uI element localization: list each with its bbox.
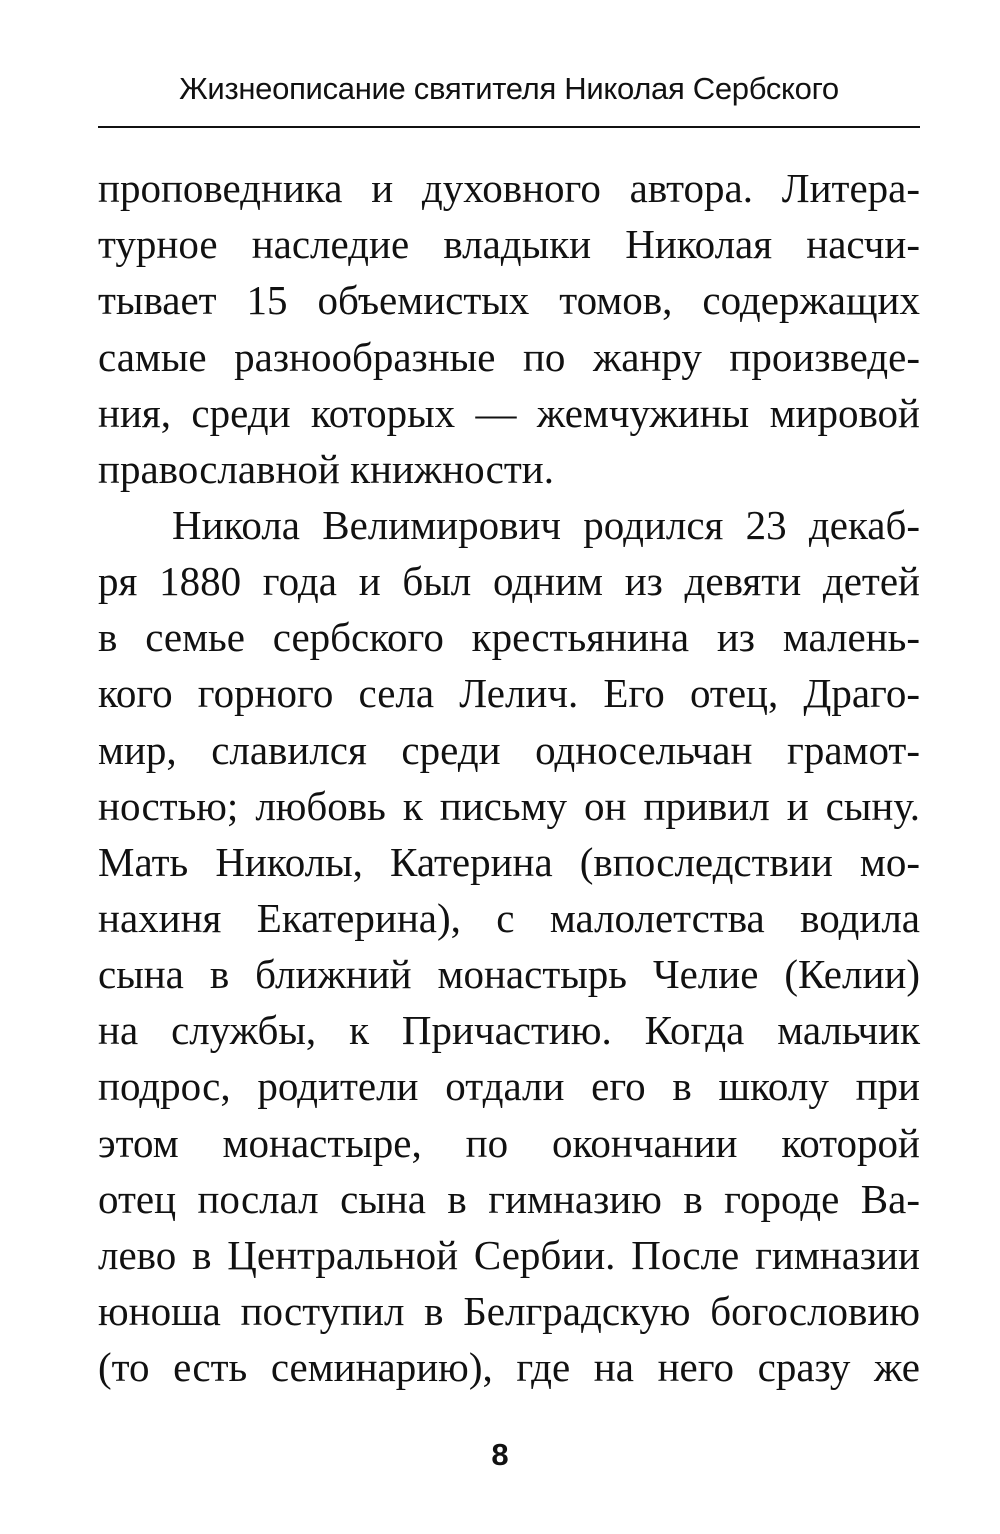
paragraph-first-line: Никола Велимирович родился 23 декаб- (172, 502, 920, 548)
running-head: Жизнеописание святителя Николая Сербского (179, 71, 839, 106)
text-line: Мать Николы, Катерина (впоследствии мо- (98, 839, 920, 885)
text-line: православной книжности. (98, 446, 554, 492)
text-line: сына в ближний монастырь Челие (Келии) (98, 951, 920, 997)
text-line: юноша поступил в Белградскую богословию (98, 1288, 920, 1334)
text-line: тывает 15 объемистых томов, содержащих (98, 277, 920, 323)
text-line: лево в Центральной Сербии. После гимназии (98, 1232, 920, 1278)
text-line: ния, среди которых — жемчужины мировой (98, 390, 920, 436)
text-line: подрос, родители отдали его в школу при (98, 1063, 920, 1109)
text-line: кого горного села Лелич. Его отец, Драго- (98, 670, 920, 716)
text-line: в семье сербского крестьянина из малень- (98, 614, 920, 660)
text-line: отец послал сына в гимназию в городе Ва- (98, 1176, 920, 1222)
text-line: ря 1880 года и был одним из девяти детей (98, 558, 920, 604)
header-rule (98, 126, 920, 128)
text-line: этом монастыре, по окончании которой (98, 1120, 920, 1166)
text-line: на службы, к Причастию. Когда мальчик (98, 1007, 920, 1053)
text-line: (то есть семинарию), где на него сразу же (98, 1344, 920, 1390)
text-line: турное наследие владыки Николая насчи- (98, 221, 920, 267)
text-line: самые разнообразные по жанру произведе- (98, 334, 920, 380)
page-number: 8 (491, 1437, 509, 1472)
text-line: мир, славился среди односельчан грамот- (98, 727, 920, 773)
text-line: нахиня Екатерина), с малолетства водила (98, 895, 920, 941)
text-line: проповедника и духовного автора. Литера- (98, 165, 920, 211)
text-line: ностью; любовь к письму он привил и сыну. (98, 783, 920, 829)
